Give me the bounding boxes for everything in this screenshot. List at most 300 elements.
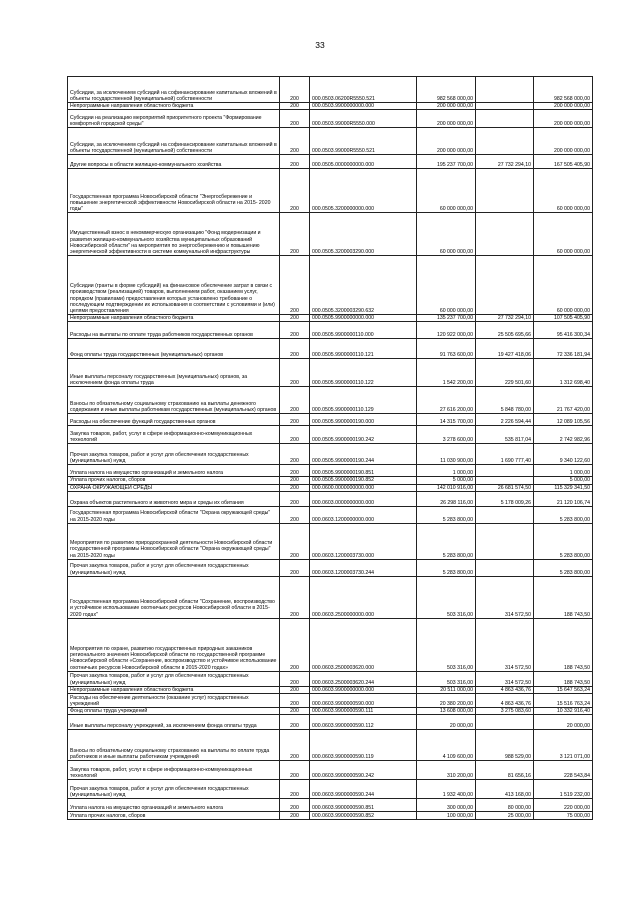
row-kvsr-code (280, 339, 310, 359)
row-amount-planned (417, 491, 476, 506)
row-amount-remaining-text: 72 336 181,94 (556, 352, 590, 359)
row-description (68, 484, 280, 491)
row-amount-executed-text: 25 505 695,66 (497, 332, 531, 339)
row-amount-remaining-text: 3 121 071,00 (559, 754, 590, 761)
row-budget-code (310, 715, 417, 730)
row-description (68, 339, 280, 359)
row-amount-planned (417, 799, 476, 812)
row-amount-remaining-text: 21 120 106,74 (556, 499, 590, 506)
row-amount-remaining (534, 103, 593, 110)
row-amount-planned (417, 256, 476, 315)
row-kvsr-code-text: 200 (290, 352, 299, 359)
row-description (68, 523, 280, 559)
row-kvsr-code-text: 200 (290, 407, 299, 414)
row-amount-executed-text: 5 848 780,00 (500, 407, 531, 414)
row-kvsr-code-text: 200 (290, 516, 299, 523)
row-kvsr-code (280, 103, 310, 110)
row-amount-remaining-text: 200 000 000,00 (553, 121, 590, 127)
row-amount-executed (476, 77, 534, 103)
row-budget-code (310, 339, 417, 359)
row-kvsr-code-text: 200 (290, 484, 299, 491)
row-amount-remaining-text: 228 543,84 (564, 773, 590, 780)
row-kvsr-code (280, 322, 310, 339)
row-description (68, 618, 280, 671)
row-amount-remaining-text: 1 312 698,40 (559, 380, 590, 387)
row-kvsr-code (280, 256, 310, 315)
row-amount-remaining-text: 188 743,50 (564, 664, 590, 671)
row-amount-remaining (534, 761, 593, 780)
row-budget-code (310, 686, 417, 693)
row-budget-code-text: 000.0505.9900000190.000 (312, 419, 375, 426)
table-row (68, 359, 593, 387)
row-amount-executed (476, 559, 534, 576)
row-amount-executed (476, 322, 534, 339)
row-budget-code-text: 000.0505.3200000000.000 (312, 206, 375, 212)
row-amount-executed (476, 426, 534, 444)
row-budget-code-text: 000.0603.9900000590.000 (312, 700, 375, 707)
row-amount-executed (476, 780, 534, 799)
row-amount-remaining-text: 115 329 341,50 (554, 484, 590, 491)
row-amount-remaining (534, 387, 593, 414)
row-amount-executed (476, 576, 534, 618)
row-amount-remaining-text: 21 767 420,00 (556, 407, 590, 414)
row-amount-remaining (534, 506, 593, 523)
row-budget-code-text: 000.0505.9900000190.242 (312, 437, 375, 444)
row-amount-planned-text: 200 000 000,00 (436, 103, 473, 109)
row-amount-remaining (534, 576, 593, 618)
table-row (68, 618, 593, 671)
row-kvsr-code-text: 200 (290, 686, 299, 693)
row-budget-code-text: 000.0603.1200000000.000 (312, 516, 375, 523)
row-kvsr-code-text: 200 (290, 805, 299, 812)
row-amount-planned-text: 4 109 600,00 (442, 754, 473, 761)
row-amount-executed-text: 314 572,50 (505, 611, 531, 618)
row-kvsr-code-text: 200 (290, 419, 299, 426)
row-amount-planned-text: 60 000 000,00 (439, 206, 473, 212)
row-amount-executed (476, 110, 534, 128)
row-description-text: Прочая закупка товаров, работ и услуг для обеспечения государственных (муниципальных) нужд (70, 452, 249, 465)
row-description (68, 213, 280, 256)
row-amount-planned-text: 142 010 916,00 (436, 484, 473, 491)
row-amount-executed (476, 339, 534, 359)
row-kvsr-code (280, 477, 310, 484)
row-description-text: Фонд оплаты труда учреждений (70, 708, 148, 715)
table-row (68, 559, 593, 576)
row-description-text: Другие вопросы в области жилищно-коммунального хозяйства (70, 162, 222, 168)
row-amount-planned (417, 387, 476, 414)
row-kvsr-code-text: 200 (290, 206, 299, 212)
row-amount-remaining (534, 77, 593, 103)
row-amount-planned (417, 77, 476, 103)
row-description (68, 426, 280, 444)
row-kvsr-code-text: 200 (290, 315, 299, 322)
row-budget-code (310, 444, 417, 465)
row-amount-executed (476, 708, 534, 715)
table-row (68, 694, 593, 708)
row-kvsr-code-text: 200 (290, 249, 299, 255)
row-description-text: Иные выплаты персоналу учреждений, за исключением фонда оплаты труда (70, 723, 257, 730)
row-kvsr-code-text: 200 (290, 499, 299, 506)
row-description-text: Закупка товаров, работ, услуг в сфере информационно-коммуникационных технологий (70, 431, 253, 444)
table-row (68, 110, 593, 128)
row-amount-remaining-text: 200 000 000,00 (553, 148, 590, 154)
row-amount-planned (417, 339, 476, 359)
row-amount-planned (417, 477, 476, 484)
row-description-text: Прочая закупка товаров, работ и услуг для обеспечения государственных (муниципальных) нужд (70, 563, 249, 576)
row-amount-remaining (534, 315, 593, 322)
row-amount-remaining-text: 12 089 105,56 (556, 419, 590, 426)
row-description (68, 686, 280, 693)
table-row (68, 103, 593, 110)
row-description (68, 169, 280, 213)
row-amount-planned (417, 761, 476, 780)
row-description (68, 715, 280, 730)
row-kvsr-code-text: 200 (290, 121, 299, 127)
table-row (68, 484, 593, 491)
row-amount-remaining-text: 15 516 763,24 (556, 700, 590, 707)
row-amount-remaining (534, 559, 593, 576)
row-amount-executed (476, 694, 534, 708)
row-amount-planned-text: 11 030 900,00 (440, 458, 473, 465)
row-description (68, 103, 280, 110)
row-amount-remaining (534, 730, 593, 761)
row-kvsr-code-text: 200 (290, 708, 299, 715)
row-budget-code-text: 000.0503.99000R5550.521 (312, 148, 375, 154)
row-amount-planned-text: 982 568 000,00 (436, 95, 473, 102)
row-description (68, 491, 280, 506)
row-amount-planned-text: 200 000 000,00 (436, 148, 473, 154)
row-amount-planned (417, 169, 476, 213)
row-amount-planned-text: 1 542 200,00 (442, 380, 473, 387)
row-amount-executed (476, 761, 534, 780)
row-description-text: Уплата налога на имущество организаций и земельного налога (70, 470, 223, 477)
row-kvsr-code (280, 686, 310, 693)
row-budget-code (310, 256, 417, 315)
row-kvsr-code (280, 799, 310, 812)
row-kvsr-code-text: 200 (290, 552, 299, 559)
row-kvsr-code-text: 200 (290, 611, 299, 618)
row-amount-planned-text: 200 000 000,00 (436, 121, 473, 127)
row-kvsr-code (280, 444, 310, 465)
row-budget-code (310, 799, 417, 812)
row-description (68, 128, 280, 155)
row-budget-code (310, 155, 417, 169)
row-kvsr-code (280, 715, 310, 730)
row-amount-remaining-text: 2 742 982,96 (559, 437, 590, 444)
row-amount-planned-text: 20 380 200,00 (439, 700, 473, 707)
row-description (68, 576, 280, 618)
table-row (68, 426, 593, 444)
table-row (68, 155, 593, 169)
row-amount-executed (476, 465, 534, 477)
row-kvsr-code-text: 200 (290, 723, 299, 730)
row-amount-remaining-text: 982 568 000,00 (553, 95, 590, 102)
row-amount-planned-text: 135 237 700,00 (436, 315, 473, 322)
row-budget-code (310, 559, 417, 576)
row-kvsr-code-text: 200 (290, 679, 299, 686)
row-budget-code (310, 213, 417, 256)
row-kvsr-code-text: 200 (290, 664, 299, 671)
row-amount-executed (476, 359, 534, 387)
row-description-text: Государственная программа Новосибирской области "Сохранение, воспроизводство и устойчивое использование охотничьих ресурсов Новосибирской области в 2015-2020 годах" (70, 599, 275, 618)
row-budget-code-text: 000.0505.9900000190.851 (312, 470, 375, 477)
row-amount-planned (417, 523, 476, 559)
row-budget-code (310, 812, 417, 820)
row-kvsr-code (280, 730, 310, 761)
row-description-text: Уплата прочих налогов, сборов (70, 813, 146, 820)
row-amount-remaining (534, 812, 593, 820)
row-amount-remaining (534, 708, 593, 715)
row-amount-executed (476, 414, 534, 426)
row-description (68, 256, 280, 315)
row-description-text: Непрограммные направления областного бюджета (70, 103, 194, 109)
row-amount-remaining (534, 444, 593, 465)
row-budget-code (310, 694, 417, 708)
row-amount-remaining-text: 5 283 800,00 (559, 569, 590, 576)
row-kvsr-code (280, 484, 310, 491)
row-kvsr-code (280, 77, 310, 103)
row-amount-executed-text: 3 275 083,60 (500, 708, 531, 715)
row-amount-remaining-text: 9 340 122,60 (559, 458, 590, 465)
row-kvsr-code (280, 671, 310, 686)
row-kvsr-code-text: 200 (290, 95, 299, 102)
table-row (68, 812, 593, 820)
table-row (68, 477, 593, 484)
row-amount-executed (476, 256, 534, 315)
row-kvsr-code-text: 200 (290, 308, 299, 314)
row-amount-remaining-text: 75 000,00 (566, 813, 590, 820)
row-kvsr-code (280, 169, 310, 213)
row-kvsr-code (280, 491, 310, 506)
page-number: 33 (315, 40, 325, 50)
row-description-text: Взносы по обязательному социальному страхованию на выплаты денежного содержания и иные выплаты работникам государственных (муниципальных) органов (70, 401, 277, 414)
row-amount-executed (476, 169, 534, 213)
row-budget-code-text: 000.0603.0000000000.000 (312, 499, 375, 506)
row-amount-remaining-text: 60 000 000,00 (556, 206, 590, 212)
table-row (68, 491, 593, 506)
row-description-text: ОХРАНА ОКРУЖАЮЩЕЙ СРЕДЫ (70, 484, 152, 491)
row-amount-executed (476, 618, 534, 671)
row-description-text: Имущественный взнос в некоммерческую организацию "Фонд модернизации и развития жилищно-коммунального хозяйства муниципальных образований Новосибирской области" на мероприятия по энергосбережению и повышению энергетической эффективности в системе коммунальной инфраструктуры (70, 230, 261, 255)
row-amount-remaining-text: 60 000 000,00 (556, 249, 590, 255)
row-budget-code (310, 359, 417, 387)
row-budget-code (310, 477, 417, 484)
row-kvsr-code-text: 200 (290, 437, 299, 444)
row-description-text: Субсидии, за исключением субсидий на софинансирование капитальных вложений в объекты государственной (муниципальной) собственности (70, 89, 277, 102)
row-budget-code-text: 000.0505.9900000110.000 (312, 332, 374, 339)
table-row (68, 730, 593, 761)
table-row (68, 708, 593, 715)
row-amount-planned (417, 671, 476, 686)
row-amount-planned (417, 559, 476, 576)
row-amount-planned (417, 315, 476, 322)
row-amount-executed-text: 80 000,00 (507, 805, 531, 812)
row-amount-planned (417, 426, 476, 444)
row-kvsr-code-text: 200 (290, 148, 299, 154)
row-budget-code (310, 128, 417, 155)
row-amount-planned (417, 694, 476, 708)
row-amount-executed (476, 477, 534, 484)
row-kvsr-code-text: 200 (290, 470, 299, 477)
row-budget-code-text: 000.0503.99000R5550.000 (312, 121, 375, 127)
row-amount-remaining-text: 10 332 916,40 (556, 708, 590, 715)
row-kvsr-code (280, 576, 310, 618)
row-kvsr-code (280, 213, 310, 256)
row-description-text: Расходы на выплаты по оплате труда работников государственных органов (70, 332, 253, 339)
row-budget-code-text: 000.0603.9900000590.851 (312, 805, 375, 812)
row-budget-code-text: 000.0505.0000000000.000 (312, 162, 375, 168)
row-amount-remaining (534, 686, 593, 693)
row-amount-remaining (534, 322, 593, 339)
row-description-text: Прочая закупка товаров, работ и услуг для обеспечения государственных (муниципальных) нужд (70, 673, 249, 686)
row-budget-code-text: 000.0603.9900000590.111 (312, 708, 374, 715)
row-budget-code (310, 169, 417, 213)
row-amount-executed (476, 523, 534, 559)
row-kvsr-code-text: 200 (290, 813, 299, 820)
table-row (68, 77, 593, 103)
row-amount-remaining-text: 95 416 300,34 (556, 332, 590, 339)
row-amount-planned (417, 110, 476, 128)
table-row (68, 256, 593, 315)
row-amount-planned (417, 322, 476, 339)
row-amount-executed-text: 26 681 574,50 (497, 484, 531, 491)
row-kvsr-code-text: 200 (290, 103, 299, 109)
row-kvsr-code (280, 780, 310, 799)
row-amount-planned (417, 576, 476, 618)
row-kvsr-code-text: 200 (290, 569, 299, 576)
row-kvsr-code (280, 426, 310, 444)
row-amount-remaining (534, 780, 593, 799)
row-amount-remaining-text: 188 743,50 (564, 611, 590, 618)
row-budget-code-text: 000.0600.0000000000.000 (312, 484, 375, 491)
row-description-text: Мероприятия по охране, развитию государственных природных заказников регионального значения Новосибирской области по государственной программе Новосибирской области «Сохранение, воспроизводство и устойчивое использование охотничьих ресурсов Новосибирской области в 2015-2020 годах» (70, 646, 277, 671)
row-description (68, 671, 280, 686)
row-description (68, 414, 280, 426)
row-amount-remaining (534, 169, 593, 213)
row-budget-code-text: 000.0505.3200003290.632 (312, 308, 375, 314)
row-description (68, 708, 280, 715)
row-amount-remaining-text: 5 283 800,00 (559, 552, 590, 559)
row-budget-code-text: 000.0603.9900000590.119 (312, 754, 374, 761)
row-amount-planned-text: 3 278 600,00 (442, 437, 473, 444)
row-amount-remaining-text: 5 283 800,00 (559, 516, 590, 523)
row-amount-executed-text: 4 863 436,76 (500, 686, 531, 693)
row-amount-planned (417, 484, 476, 491)
row-amount-remaining-text: 60 000 000,00 (556, 308, 590, 314)
row-description (68, 780, 280, 799)
row-budget-code (310, 77, 417, 103)
row-amount-planned-text: 503 316,00 (447, 664, 473, 671)
row-amount-planned-text: 503 316,00 (447, 679, 473, 686)
row-description-text: Закупка товаров, работ, услуг в сфере информационно-коммуникационных технологий (70, 766, 253, 780)
row-amount-remaining-text: 1 519 232,00 (559, 792, 590, 799)
row-amount-executed (476, 213, 534, 256)
row-amount-executed-text: 19 427 418,06 (497, 352, 531, 359)
row-kvsr-code (280, 708, 310, 715)
row-amount-planned (417, 812, 476, 820)
row-description (68, 322, 280, 339)
row-description (68, 694, 280, 708)
row-description-text: Расходы на обеспечение функций государственных органов (70, 419, 216, 426)
row-description-text: Иные выплаты персоналу государственных (муниципальных) органов, за исключением фонда оплаты труда (70, 374, 248, 387)
row-amount-remaining (534, 155, 593, 169)
row-amount-remaining (534, 414, 593, 426)
row-description (68, 559, 280, 576)
row-amount-planned (417, 618, 476, 671)
row-amount-remaining (534, 426, 593, 444)
row-amount-planned-text: 26 298 116,00 (440, 499, 473, 506)
row-budget-code-text: 000.0603.1200003730.000 (312, 552, 375, 559)
budget-table-body (68, 77, 593, 820)
row-kvsr-code (280, 128, 310, 155)
row-amount-remaining (534, 213, 593, 256)
row-amount-executed (476, 103, 534, 110)
table-row (68, 715, 593, 730)
row-amount-executed (476, 387, 534, 414)
row-budget-code-text: 000.0503.9900000000.000 (312, 103, 375, 109)
row-amount-planned-text: 5 000,00 (452, 477, 473, 484)
row-description (68, 730, 280, 761)
row-amount-planned-text: 14 315 700,00 (439, 419, 473, 426)
row-description-text: Уплата налога на имущество организаций и земельного налога (70, 805, 223, 812)
row-amount-executed (476, 155, 534, 169)
row-description-text: Прочая закупка товаров, работ и услуг для обеспечения государственных (муниципальных) нужд (70, 785, 249, 799)
row-description-text: Охрана объектов растительного и животного мира и среды их обитания (70, 499, 244, 506)
row-budget-code-text: 000.0505.9900000110.122 (312, 380, 374, 387)
row-amount-remaining-text: 1 000,00 (569, 470, 590, 477)
row-description (68, 465, 280, 477)
row-amount-remaining (534, 618, 593, 671)
row-kvsr-code-text: 200 (290, 380, 299, 387)
row-budget-code-text: 000.0505.9900000110.121 (312, 352, 374, 359)
row-budget-code (310, 576, 417, 618)
row-amount-planned-text: 100 000,00 (447, 813, 473, 820)
row-kvsr-code-text: 200 (290, 792, 299, 799)
row-amount-planned-text: 1 000,00 (452, 470, 473, 477)
row-amount-remaining-text: 188 743,50 (564, 679, 590, 686)
row-amount-planned-text: 5 283 800,00 (442, 516, 473, 523)
row-kvsr-code-text: 200 (290, 332, 299, 339)
row-amount-executed-text: 25 000,00 (507, 813, 531, 820)
row-budget-code-text: 000.0603.2500003620.244 (312, 679, 375, 686)
row-amount-executed (476, 444, 534, 465)
row-budget-code (310, 523, 417, 559)
row-description-text: Уплата прочих налогов, сборов (70, 477, 146, 484)
row-amount-remaining (534, 694, 593, 708)
row-kvsr-code (280, 359, 310, 387)
table-row (68, 686, 593, 693)
row-budget-code (310, 484, 417, 491)
row-description (68, 77, 280, 103)
row-kvsr-code-text: 200 (290, 700, 299, 707)
row-budget-code (310, 110, 417, 128)
row-amount-planned-text: 5 283 800,00 (442, 569, 473, 576)
row-budget-code-text: 000.0603.9900000590.112 (312, 723, 374, 730)
row-amount-remaining (534, 523, 593, 559)
row-kvsr-code (280, 414, 310, 426)
row-amount-planned-text: 27 616 200,00 (439, 407, 473, 414)
row-budget-code (310, 780, 417, 799)
row-amount-planned (417, 128, 476, 155)
row-description (68, 110, 280, 128)
row-kvsr-code (280, 694, 310, 708)
row-amount-planned-text: 20 000,00 (449, 723, 473, 730)
row-amount-remaining (534, 477, 593, 484)
table-row (68, 128, 593, 155)
row-kvsr-code (280, 618, 310, 671)
row-description (68, 359, 280, 387)
row-budget-code-text: 000.0603.9900000000.000 (312, 686, 375, 693)
